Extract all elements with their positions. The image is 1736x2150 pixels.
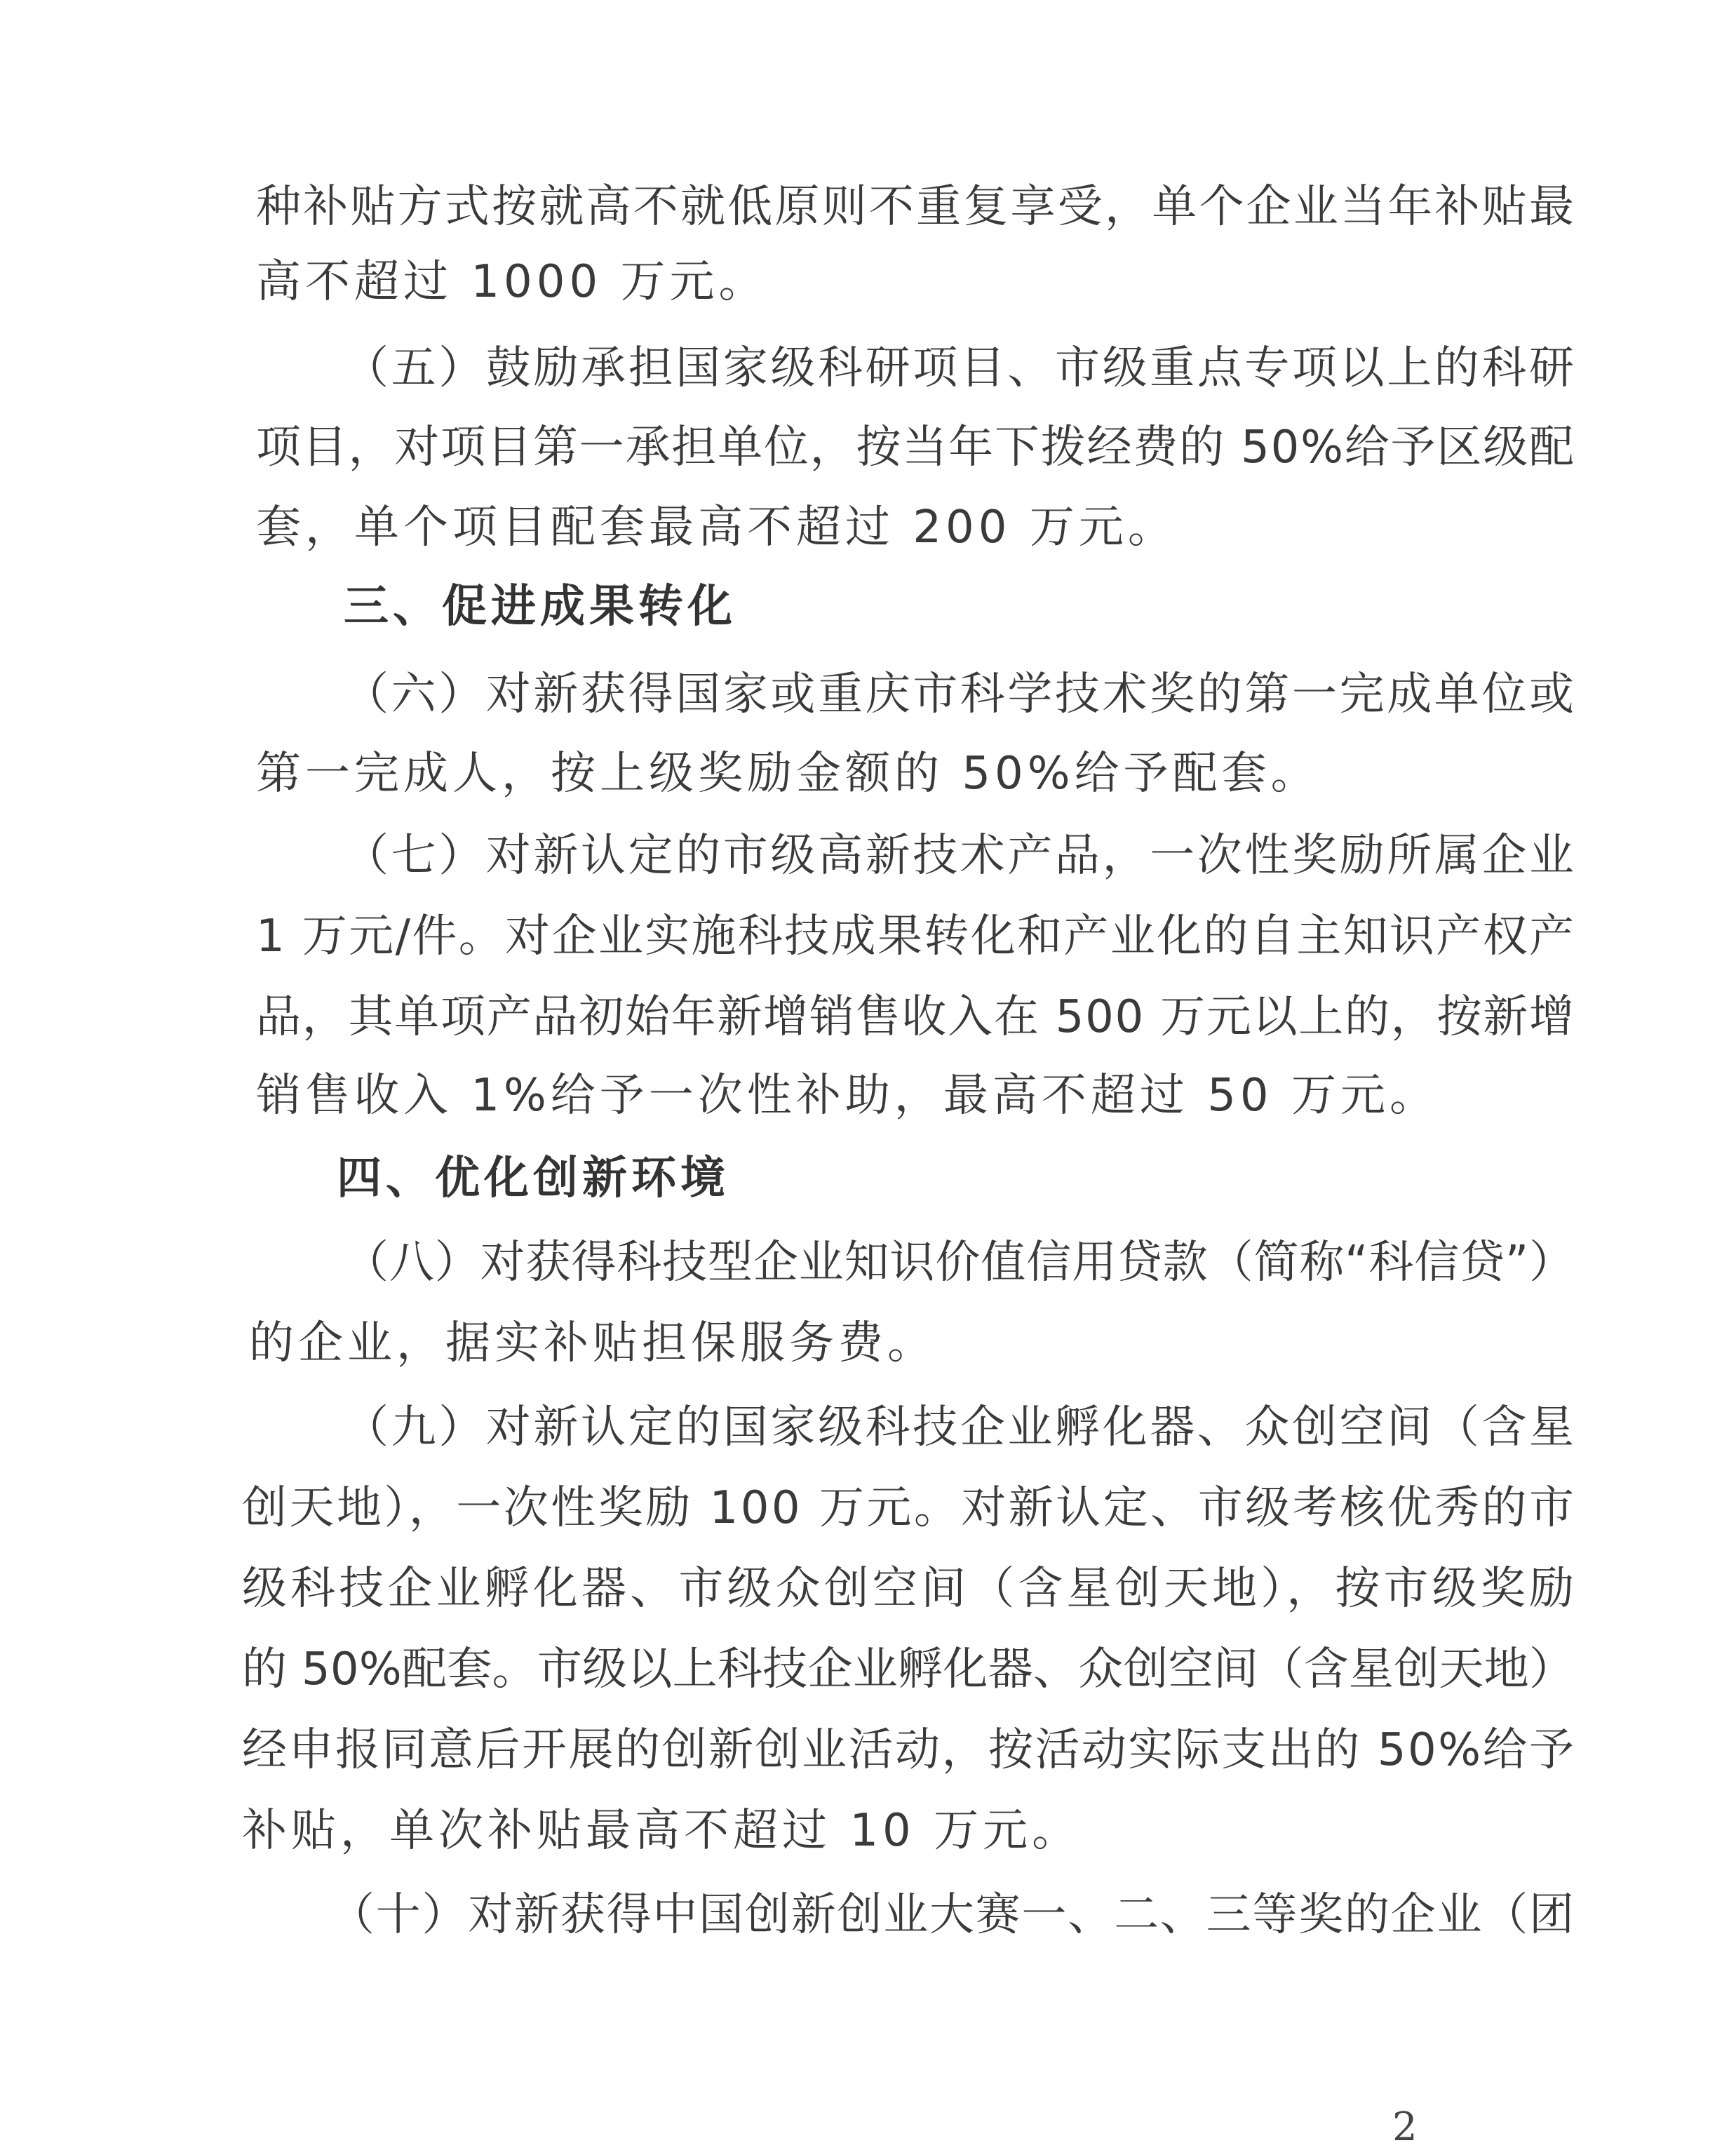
text-line: （九）对新认定的国家级科技企业孵化器、众创空间（含星: [344, 1402, 1577, 1453]
text-line: 补贴，单次补贴最高不超过 10 万元。: [242, 1805, 1082, 1857]
text-line: 高不超过 1000 万元。: [256, 256, 768, 308]
text-line: 1 万元/件。对企业实施科技成果转化和产业化的自主知识产权产: [256, 911, 1576, 962]
text-line: （六）对新获得国家或重庆市科学技术奖的第一完成单位或: [344, 668, 1577, 720]
text-line: 经申报同意后开展的创新创业活动，按活动实际支出的 50%给予: [242, 1724, 1576, 1776]
text-line: 第一完成人，按上级奖励金额的 50%给予配套。: [256, 748, 1320, 800]
text-line: 种补贴方式按就高不就低原则不重复享受，单个企业当年补贴最: [256, 181, 1577, 233]
text-line: 套，单个项目配套最高不超过 200 万元。: [256, 502, 1177, 553]
text-line: 的 50%配套。市级以上科技企业孵化器、众创空间（含星创天地）: [242, 1644, 1575, 1695]
section-heading: 三、促进成果转化: [344, 581, 736, 633]
text-line: （五）鼓励承担国家级科研项目、市级重点专项以上的科研: [344, 342, 1577, 394]
text-line: 的企业，据实补贴担保服务费。: [249, 1317, 936, 1369]
page-number: 2: [1392, 2104, 1418, 2150]
text-line: 销售收入 1%给予一次性补助，最高不超过 50 万元。: [256, 1070, 1439, 1122]
text-line: 级科技企业孵化器、市级众创空间（含星创天地），按市级奖励: [242, 1563, 1578, 1615]
text-line: （八）对获得科技型企业知识价值信用贷款（简称“科信贷”）: [344, 1237, 1575, 1289]
text-line: （七）对新认定的市级高新技术产品，一次性奖励所属企业: [344, 830, 1577, 882]
text-line: 项目，对项目第一承担单位，按当年下拨经费的 50%给予区级配: [256, 422, 1575, 473]
text-line: 品，其单项产品初始年新增销售收入在 500 万元以上的，按新增: [256, 991, 1575, 1043]
text-line: 创天地），一次性奖励 100 万元。对新认定、市级考核优秀的市: [242, 1482, 1577, 1534]
text-line: （十）对新获得中国创新创业大赛一、二、三等奖的企业（团: [330, 1889, 1575, 1941]
section-heading: 四、优化创新环境: [337, 1153, 729, 1204]
